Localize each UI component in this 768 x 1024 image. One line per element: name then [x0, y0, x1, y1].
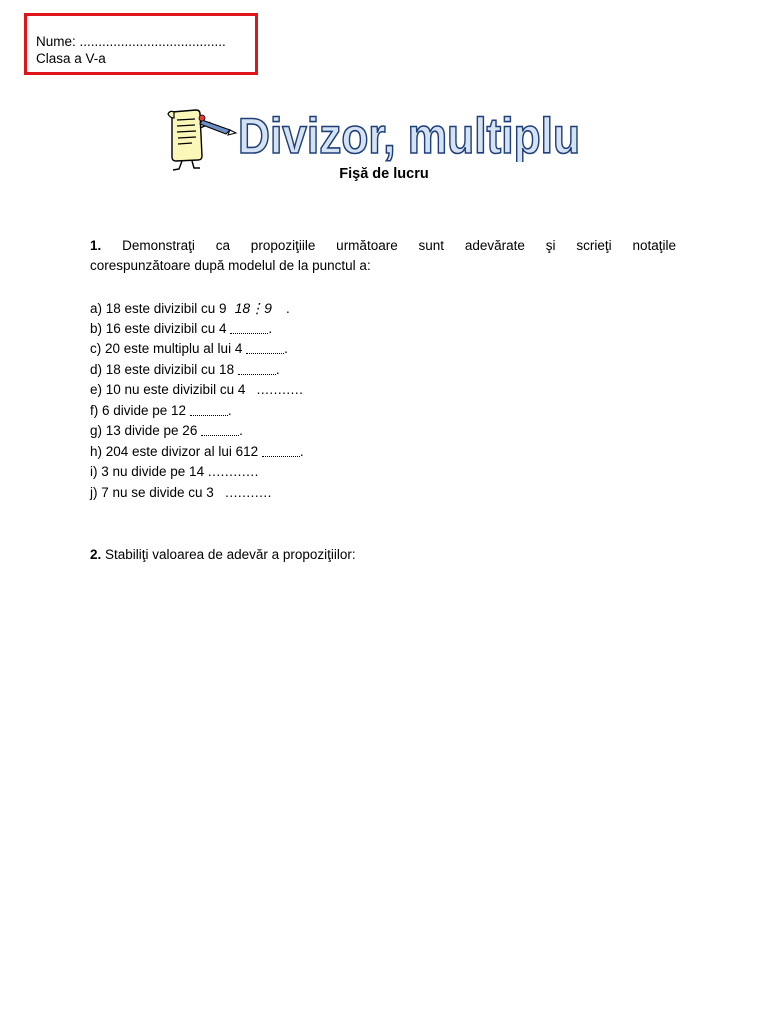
exercise-1-instructions	[90, 236, 676, 256]
answer-blank[interactable]	[246, 341, 284, 354]
exercise-2-instructions	[90, 545, 356, 565]
worksheet-subtitle: Fişă de lucru	[339, 166, 429, 182]
exercise-2-number: 2.	[90, 547, 102, 562]
exercise-item-e: e) 10 nu este divizibil cu 4 ...........	[90, 382, 304, 397]
class-label: Clasa a V-a	[36, 51, 106, 66]
student-info-box	[24, 13, 258, 75]
answer-dots[interactable]: ...........	[256, 382, 304, 397]
exercise-item-f: f) 6 divide pe 12 .	[90, 402, 232, 418]
exercise-item-g: g) 13 divide pe 26 .	[90, 423, 243, 438]
answer-blank[interactable]	[238, 362, 276, 375]
worksheet-title-text: Divizor, multiplu	[238, 108, 580, 162]
answer-blank[interactable]	[262, 444, 300, 457]
worksheet-title	[234, 104, 594, 162]
answer-dots[interactable]: ............	[207, 464, 259, 479]
exercise-item-i: i) 3 nu divide pe 14 ............	[90, 464, 259, 479]
exercise-2-text: Stabiliţi valoarea de adevăr a propoziţiilor:	[105, 547, 356, 562]
answer-blank[interactable]	[201, 423, 239, 436]
student-name-field[interactable]: Nume: .......................................	[36, 34, 226, 49]
exercise-1-text: Demonstraţi ca propoziţiile următoare sunt adevărate şi scrieţi notaţile	[122, 238, 676, 253]
paper-with-pencil-mascot-icon	[162, 106, 240, 176]
answer-dots[interactable]: ...........	[225, 484, 272, 500]
exercise-item-c: c) 20 este multiplu al lui 4 .	[90, 341, 288, 356]
exercise-item-d: d) 18 este divizibil cu 18 .	[90, 361, 280, 377]
exercise-item-b: b) 16 este divizibil cu 4 .	[90, 320, 273, 336]
model-notation: 18⋮9	[234, 300, 272, 316]
answer-blank[interactable]	[230, 321, 268, 334]
exercise-item-j: j) 7 nu se divide cu 3 ...........	[90, 484, 272, 500]
worksheet-header	[160, 104, 590, 174]
exercise-1-instructions-line2: corespunzătoare după modelul de la punctul a:	[90, 258, 371, 273]
answer-blank[interactable]	[190, 403, 228, 416]
exercise-item-a: a) 18 este divizibil cu 9 18⋮9 .	[90, 300, 290, 316]
exercise-1-number: 1.	[90, 238, 102, 253]
exercise-1-items	[90, 298, 650, 503]
exercise-item-h: h) 204 este divizor al lui 612 .	[90, 443, 304, 459]
